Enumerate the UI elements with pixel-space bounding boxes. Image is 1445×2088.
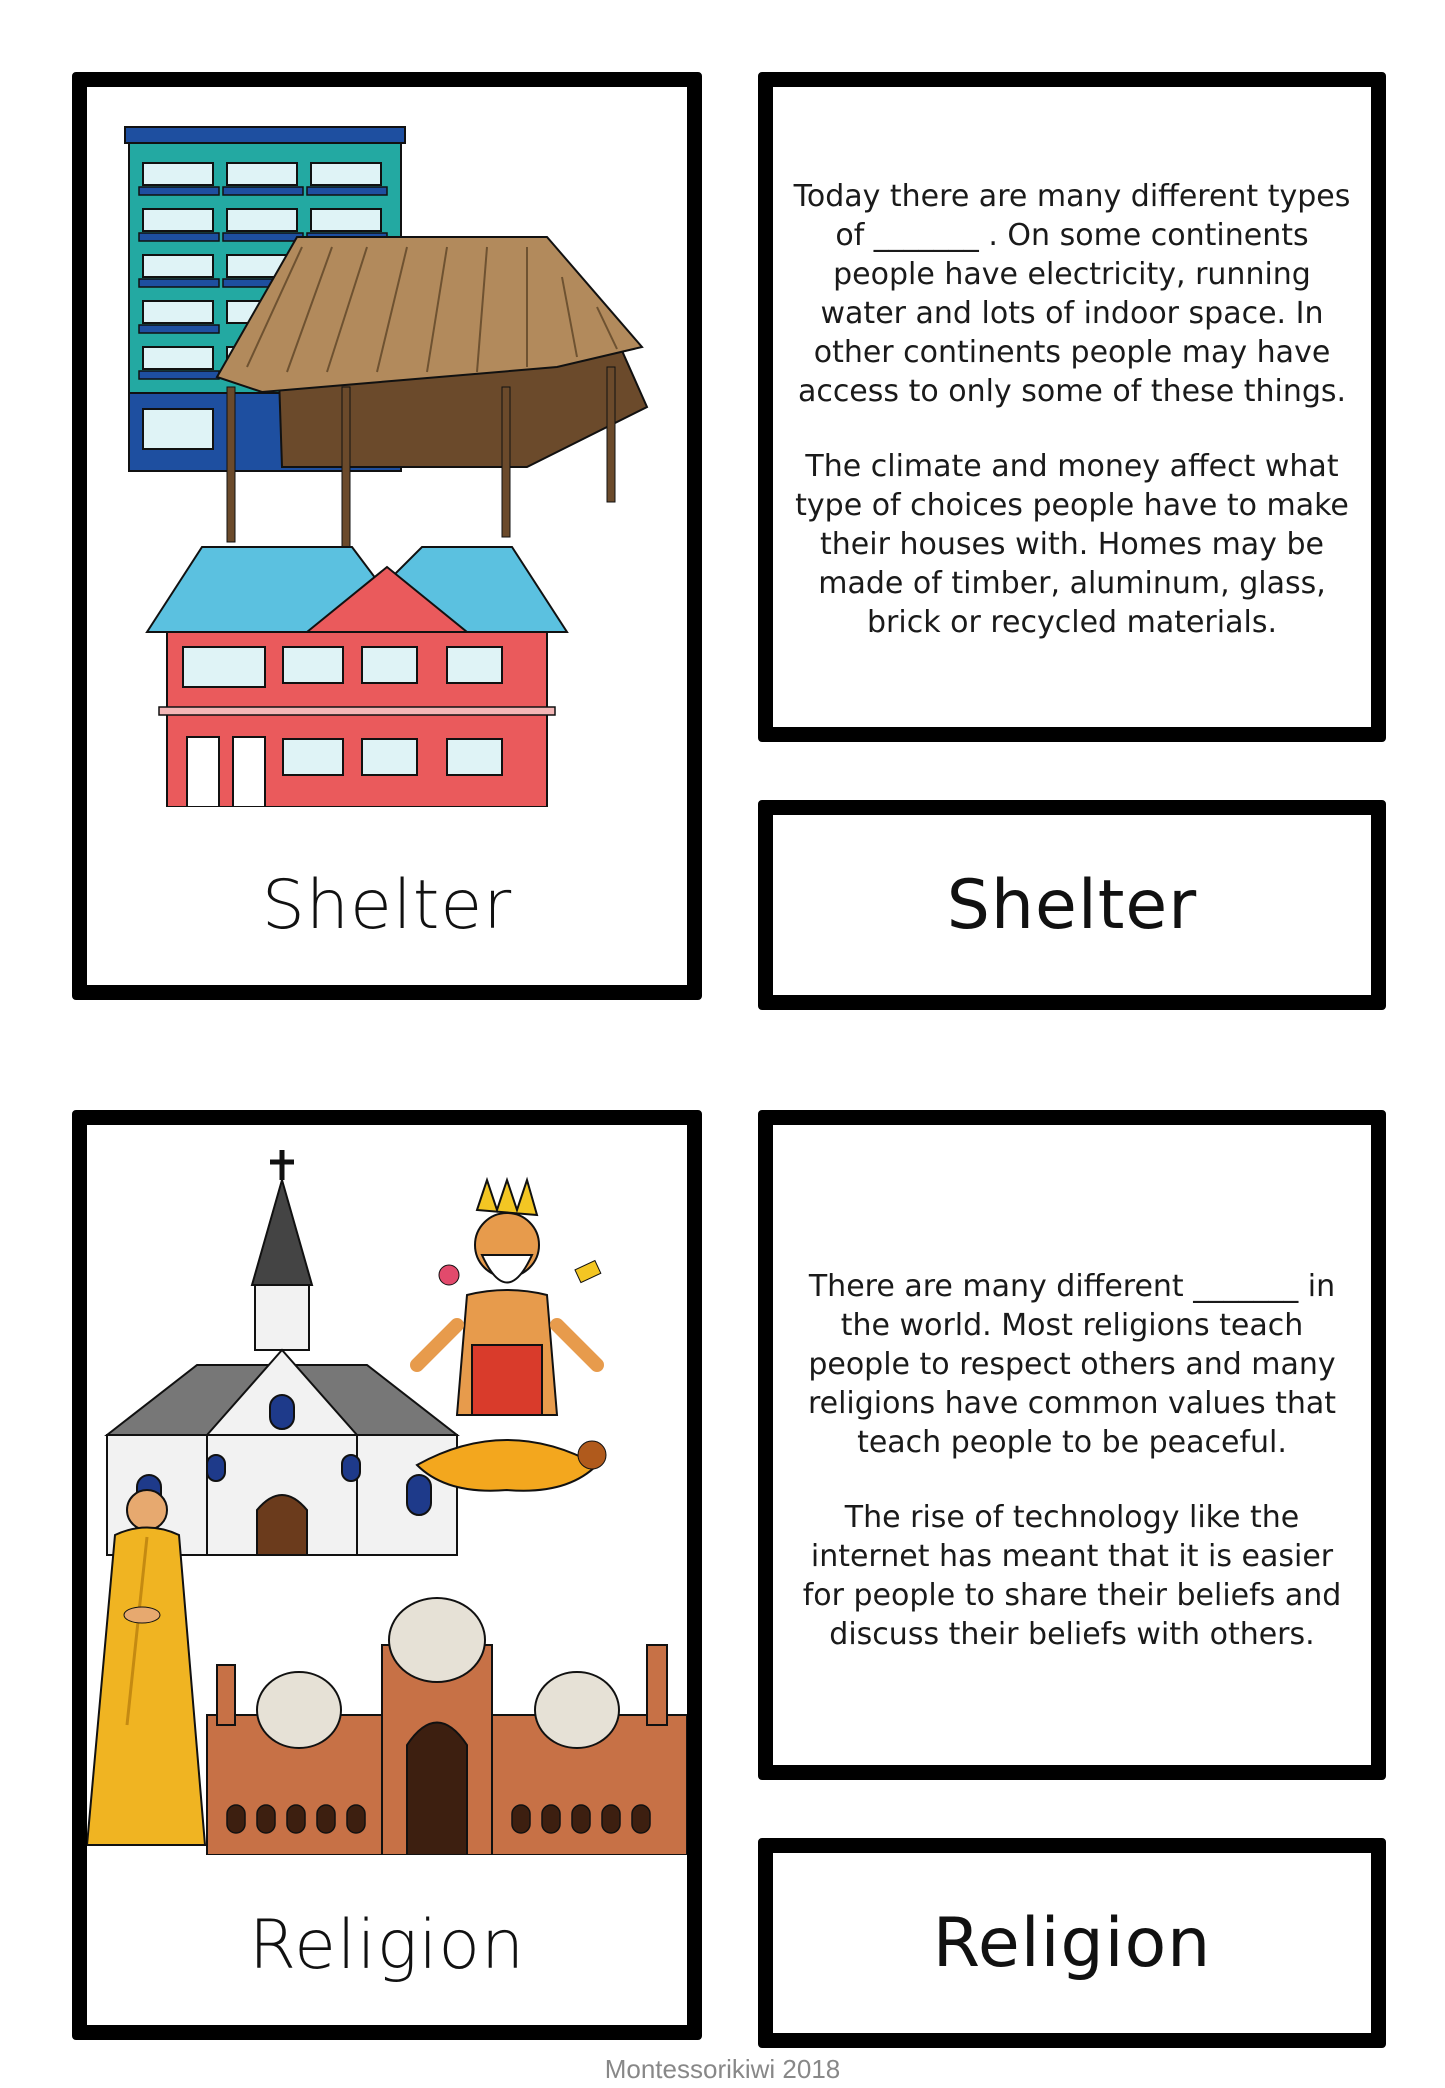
shelter-paragraph-1: Today there are many different types of _______ . On some continents people have electricity, running water and lots of indoor space. In other continents people may have access to only some of these things. [793,179,1351,409]
two-storey-house-image [147,547,567,807]
shelter-description-card [758,72,1386,742]
footer-credit: Montessorikiwi 2018 [604,2054,841,2084]
shelter-paragraph-2: The climate and money affect what type of choices people have to make their houses with. Homes may be made of timber, aluminum, glass, brick or recycled materials. [795,449,1349,640]
mosque-image [207,1598,687,1855]
shelter-illustration [87,87,687,807]
religion-label: Religion [932,1903,1212,1983]
religion-picture-label: Religion [248,1906,526,1985]
religion-illustration [87,1125,687,1855]
religion-label-card [758,1838,1386,2048]
shelter-picture-label: Shelter [261,866,513,945]
shelter-picture-card [72,72,702,1000]
shelter-description [793,177,1351,678]
religion-paragraph-1: There are many different _______ in the world. Most religions teach people to respect others and many religions have common values that teach people to be peaceful. [807,1269,1337,1460]
thatched-hut-image [217,237,647,547]
religion-description-card [758,1110,1386,1780]
shelter-label-card [758,800,1386,1010]
religion-picture-card [72,1110,702,2040]
shelter-label: Shelter [946,865,1198,945]
religion-paragraph-2: The rise of technology like the internet has meant that it is easier for people to share their beliefs and discuss their beliefs with others. [802,1500,1342,1652]
religion-description [793,1267,1351,1690]
